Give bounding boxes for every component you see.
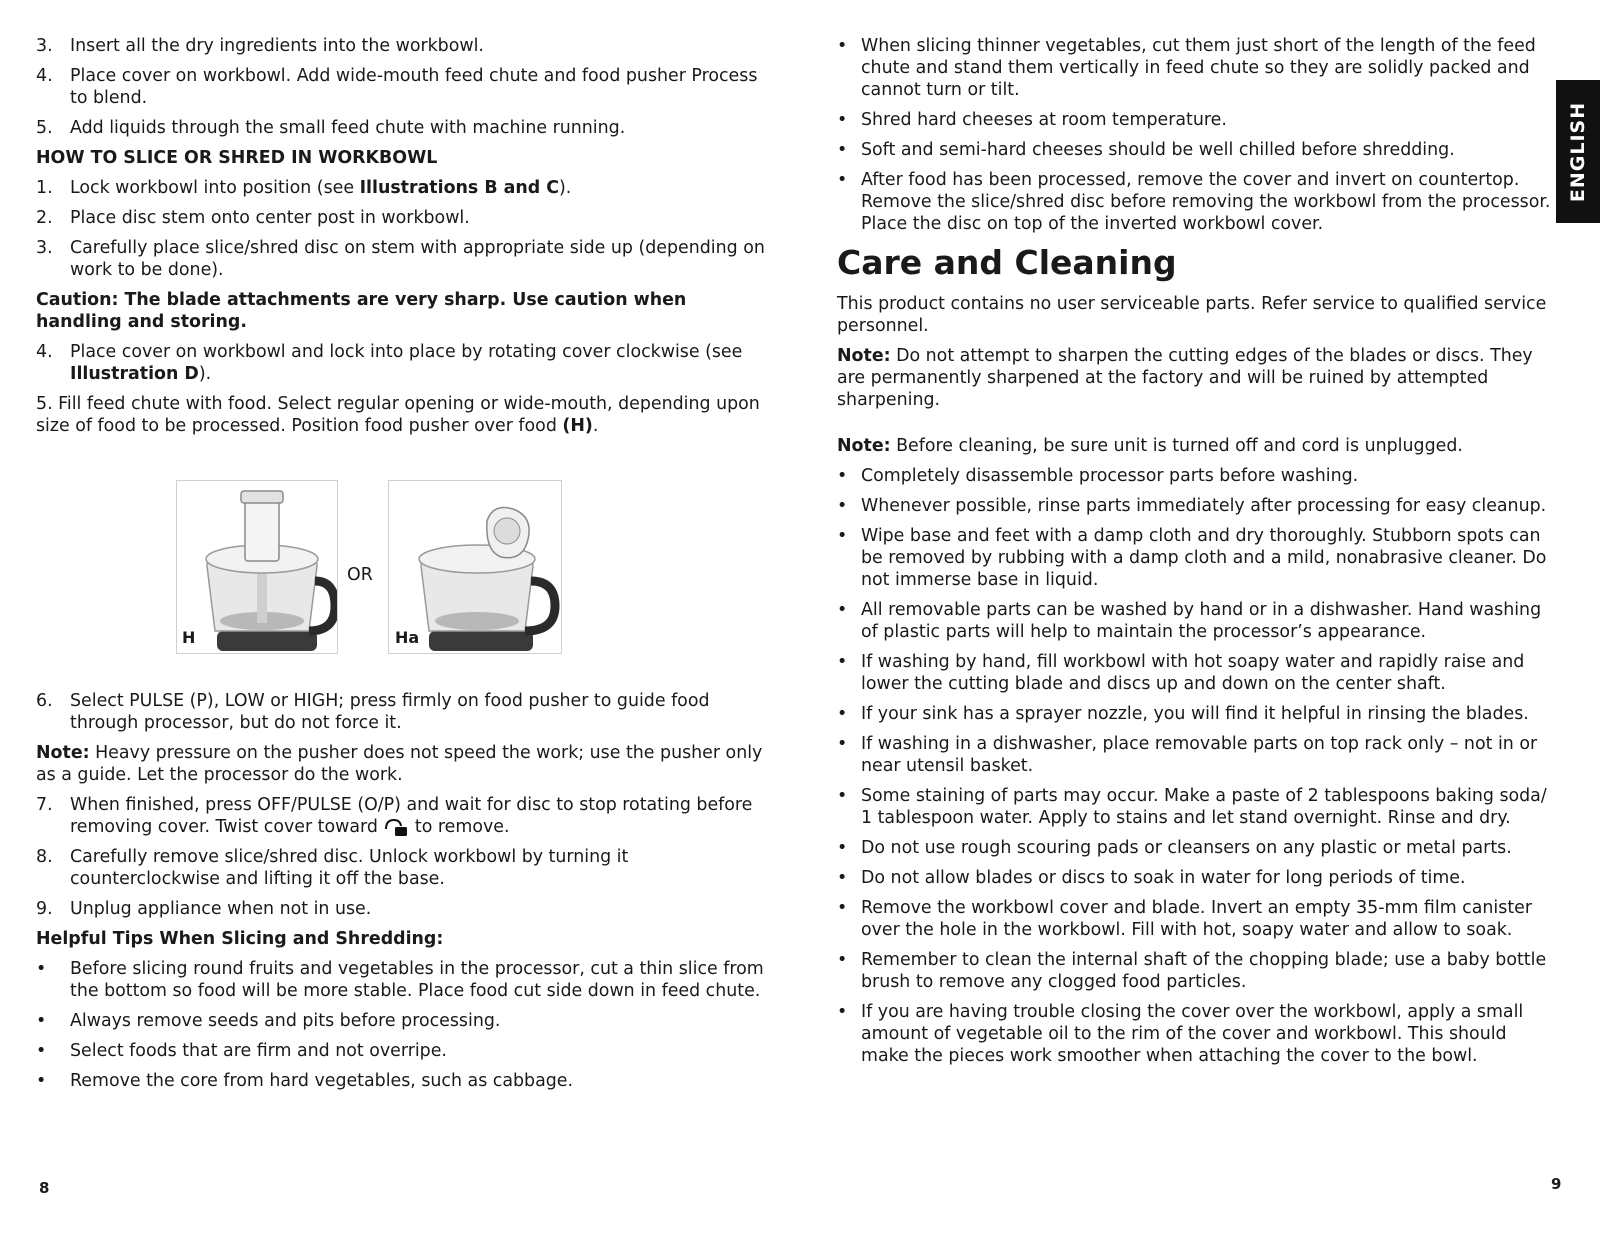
bullet-icon: • bbox=[837, 734, 848, 754]
illustration-h bbox=[176, 480, 338, 654]
bullet-item bbox=[837, 525, 1559, 591]
bullet-item bbox=[837, 897, 1559, 941]
unlock-arrow-icon bbox=[383, 817, 409, 837]
unplug-note: Note: Before cleaning, be sure unit is turned off and cord is unplugged. bbox=[837, 436, 1463, 456]
bullet-text: Wipe base and feet with a damp cloth and dry thoroughly. Stubborn spots can be removed by rubbing with a damp cloth and a mild, nonabrasive cleaner. Do not immerse base in liquid. bbox=[861, 526, 1547, 590]
list-item bbox=[36, 117, 776, 139]
bullet-text: Before slicing round fruits and vegetables in the processor, cut a thin slice from the bottom so food will be more stable. Place food cut side down in feed chute. bbox=[70, 959, 764, 1001]
step-number: 3. bbox=[36, 238, 53, 258]
step-text: Place cover on workbowl. Add wide-mouth feed chute and food pusher Process to blend. bbox=[70, 66, 758, 108]
bullet-text: If you are having trouble closing the cover over the workbowl, apply a small amount of vegetable oil to the rim of the cover and workbowl. This should make the pieces work smoother when attaching the cover to the bowl. bbox=[861, 1002, 1524, 1066]
bullet-icon: • bbox=[36, 1041, 47, 1061]
pusher-note: Note: Heavy pressure on the pusher does not speed the work; use the pusher only as a guide. Let the processor do the work. bbox=[36, 743, 763, 785]
illustration-or-label: OR bbox=[347, 565, 373, 585]
bullet-text: If washing by hand, fill workbowl with hot soapy water and rapidly raise and lower the cutting blade and discs up and down on the center shaft. bbox=[861, 652, 1525, 694]
bullet-icon: • bbox=[837, 170, 848, 190]
slice-step-5: 5. Fill feed chute with food. Select regular opening or wide-mouth, depending upon size of food to be processed. Position food pusher over food (H). bbox=[36, 394, 760, 436]
slice-step-7: 7. When finished, press OFF/PULSE (O/P) and wait for disc to stop rotating before removing cover. Twist cover toward to remove. bbox=[36, 795, 753, 837]
sharpen-note: Note: Do not attempt to sharpen the cutting edges of the blades or discs. They are permanently sharpened at the factory and will be ruined by attempted sharpening. bbox=[837, 346, 1533, 410]
right-page-column bbox=[837, 35, 1559, 1075]
bullet-text: Some staining of parts may occur. Make a paste of 2 tablespoons baking soda/ 1 tablespoon water. Apply to stains and let stand overnight. Rinse and dry. bbox=[861, 786, 1547, 828]
helpful-tips-continued-list bbox=[837, 35, 1559, 235]
step-number: 8. bbox=[36, 847, 53, 867]
bullet-item bbox=[837, 109, 1559, 131]
bullet-item bbox=[837, 785, 1559, 829]
left-page-column bbox=[36, 35, 776, 1100]
bullet-text: If your sink has a sprayer nozzle, you will find it helpful in rinsing the blades. bbox=[861, 704, 1529, 724]
list-item bbox=[36, 65, 776, 109]
language-tab-label: ENGLISH bbox=[1567, 101, 1589, 202]
step-text: Place disc stem onto center post in workbowl. bbox=[70, 208, 470, 228]
bullet-item bbox=[36, 958, 776, 1002]
bullet-item bbox=[837, 837, 1559, 859]
bullet-item bbox=[837, 35, 1559, 101]
bullet-text: Remove the workbowl cover and blade. Invert an empty 35-mm film canister over the hole in the workbowl. Fill with hot, soapy water and allow to soak. bbox=[861, 898, 1532, 940]
bullet-text: After food has been processed, remove the cover and invert on countertop. Remove the slice/shred disc before removing the workbowl from the processor. Place the disc on top of the inverted workbowl cover. bbox=[861, 170, 1551, 234]
bullet-icon: • bbox=[837, 704, 848, 724]
step-text: Carefully remove slice/shred disc. Unlock workbowl by turning it counterclockwise and lifting it off the base. bbox=[70, 847, 629, 889]
bullet-item bbox=[837, 1001, 1559, 1067]
bullet-text: Shred hard cheeses at room temperature. bbox=[861, 110, 1227, 130]
bullet-icon: • bbox=[36, 1071, 47, 1091]
bullet-icon: • bbox=[837, 950, 848, 970]
illustration-h-label: H bbox=[182, 628, 196, 647]
bullet-item bbox=[837, 867, 1559, 889]
bullet-text: Soft and semi-hard cheeses should be well chilled before shredding. bbox=[861, 140, 1455, 160]
slice-step-4: 4. Place cover on workbowl and lock into place by rotating cover clockwise (see Illustration D). bbox=[36, 342, 743, 384]
illustration-ha-label: Ha bbox=[395, 628, 420, 647]
bullet-icon: • bbox=[837, 652, 848, 672]
helpful-tips-heading: Helpful Tips When Slicing and Shredding: bbox=[36, 929, 444, 949]
bullet-icon: • bbox=[837, 1002, 848, 1022]
slice-steps-list bbox=[36, 207, 776, 281]
step-text: Carefully place slice/shred disc on stem with appropriate side up (depending on work to be done). bbox=[70, 238, 765, 280]
bullet-item bbox=[36, 1070, 776, 1092]
care-bullet-list bbox=[837, 465, 1559, 1067]
bullet-icon: • bbox=[837, 868, 848, 888]
left-page-number: 8 bbox=[39, 1179, 50, 1197]
bullet-item bbox=[837, 465, 1559, 487]
slice-step-6: 6. Select PULSE (P), LOW or HIGH; press firmly on food pusher to guide food through processor, but do not force it. bbox=[36, 691, 710, 733]
slice-step-1: 1. Lock workbowl into position (see Illustrations B and C). bbox=[36, 178, 572, 198]
bullet-icon: • bbox=[36, 1011, 47, 1031]
bullet-icon: • bbox=[837, 466, 848, 486]
final-steps-list bbox=[36, 846, 776, 920]
bullet-icon: • bbox=[837, 786, 848, 806]
bullet-text: Whenever possible, rinse parts immediately after processing for easy cleanup. bbox=[861, 496, 1547, 516]
step-number: 4. bbox=[36, 66, 53, 86]
bullet-icon: • bbox=[837, 140, 848, 160]
bullet-item bbox=[837, 733, 1559, 777]
bullet-icon: • bbox=[837, 838, 848, 858]
bullet-icon: • bbox=[837, 526, 848, 546]
bullet-icon: • bbox=[36, 959, 47, 979]
assembly-steps-list bbox=[36, 35, 776, 139]
care-intro: This product contains no user serviceable parts. Refer service to qualified service personnel. bbox=[837, 294, 1547, 336]
bullet-item bbox=[36, 1010, 776, 1032]
step-number: 9. bbox=[36, 899, 53, 919]
bullet-item bbox=[837, 949, 1559, 993]
bullet-item bbox=[837, 651, 1559, 695]
slice-shred-heading: HOW TO SLICE OR SHRED IN WORKBOWL bbox=[36, 148, 438, 168]
list-item bbox=[36, 207, 776, 229]
bullet-icon: • bbox=[837, 110, 848, 130]
bullet-text: Do not allow blades or discs to soak in water for long periods of time. bbox=[861, 868, 1466, 888]
list-item bbox=[36, 846, 776, 890]
step-text: Insert all the dry ingredients into the workbowl. bbox=[70, 36, 484, 56]
bullet-item bbox=[837, 169, 1559, 235]
bullet-item bbox=[837, 599, 1559, 643]
food-processor-standard-chute-image bbox=[177, 481, 337, 653]
list-item bbox=[36, 35, 776, 57]
bullet-text: Remember to clean the internal shaft of the chopping blade; use a baby bottle brush to remove any clogged food particles. bbox=[861, 950, 1547, 992]
bullet-text: If washing in a dishwasher, place removable parts on top rack only – not in or near utensil basket. bbox=[861, 734, 1538, 776]
step-text: Unplug appliance when not in use. bbox=[70, 899, 372, 919]
bullet-text: Select foods that are firm and not overripe. bbox=[70, 1041, 447, 1061]
bullet-item bbox=[36, 1040, 776, 1062]
caution-note: Caution: The blade attachments are very sharp. Use caution when handling and storing. bbox=[36, 290, 687, 332]
care-and-cleaning-title: Care and Cleaning bbox=[837, 243, 1177, 282]
bullet-text: When slicing thinner vegetables, cut them just short of the length of the feed chute and stand them vertically in feed chute so they are solidly packed and cannot turn or tilt. bbox=[861, 36, 1536, 100]
step-number: 3. bbox=[36, 36, 53, 56]
bullet-text: Completely disassemble processor parts before washing. bbox=[861, 466, 1359, 486]
bullet-icon: • bbox=[837, 898, 848, 918]
helpful-tips-list bbox=[36, 958, 776, 1092]
right-page-number: 9 bbox=[1551, 1175, 1562, 1193]
list-item bbox=[36, 898, 776, 920]
list-item bbox=[36, 237, 776, 281]
bullet-text: Do not use rough scouring pads or cleansers on any plastic or metal parts. bbox=[861, 838, 1512, 858]
illustration-row bbox=[36, 445, 776, 690]
language-tab bbox=[1556, 80, 1600, 223]
step-number: 2. bbox=[36, 208, 53, 228]
bullet-text: Always remove seeds and pits before processing. bbox=[70, 1011, 501, 1031]
bullet-item bbox=[837, 703, 1559, 725]
bullet-item bbox=[837, 139, 1559, 161]
bullet-icon: • bbox=[837, 600, 848, 620]
bullet-icon: • bbox=[837, 36, 848, 56]
bullet-icon: • bbox=[837, 496, 848, 516]
bullet-text: Remove the core from hard vegetables, such as cabbage. bbox=[70, 1071, 574, 1091]
step-number: 5. bbox=[36, 118, 53, 138]
step-text: Add liquids through the small feed chute with machine running. bbox=[70, 118, 626, 138]
bullet-item bbox=[837, 495, 1559, 517]
bullet-text: All removable parts can be washed by hand or in a dishwasher. Hand washing of plastic parts will help to maintain the processor’s appearance. bbox=[861, 600, 1542, 642]
step-number: 1. bbox=[36, 178, 53, 198]
